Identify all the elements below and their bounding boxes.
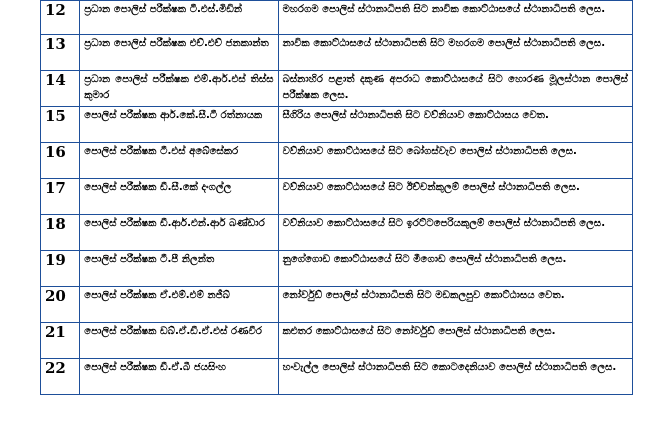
- officer-name-text: ප්‍රධාන පොලිස් පරීක්ෂක ටී.එස්.මිඩින්: [84, 4, 243, 15]
- transfer-details-text: වව්නියාව කොට්ඨාසයේ සිට ඊච්චන්කුලම් පොලිස් ස්ථානාධිපති ලෙස.: [282, 182, 580, 193]
- transfer-details-text: මහරගම පොලිස් ස්ථානාධිපති සිට නාවික කොට්ඨාසයේ ස්ථානාධිපති ලෙස.: [282, 4, 606, 15]
- officer-name-text: පොලිස් පරීක්ෂක ඩී.ඒ.බී ජයසිංහ: [84, 362, 226, 373]
- row-number: 12: [41, 1, 80, 35]
- table-row: [41, 107, 633, 143]
- transfer-details: [278, 215, 632, 251]
- row-number: 15: [41, 107, 80, 143]
- officer-name: [80, 251, 278, 287]
- transfer-details-text: නාවික කොට්ඨාසයේ ස්ථානාධිපති සිට මහරගම පොලිස් ස්ථානාධිපති ලෙස.: [282, 38, 606, 49]
- row-number: 18: [41, 215, 80, 251]
- officer-name-text: පොලිස් පරීක්ෂක ටී.පී නිලන්ත: [84, 254, 215, 265]
- transfer-table: [40, 0, 633, 395]
- transfer-details: [278, 251, 632, 287]
- transfer-details-text: වව්නියාව කොට්ඨාසයේ සිට ඉරට්ටපෙරියකුලම් පොලිස් ස්ථානාධිපති ලෙස.: [282, 218, 606, 229]
- officer-name-text: ප්‍රධාන පොලිස් පරීක්ෂක එච්.එච් ජනකාන්ත: [84, 38, 269, 49]
- officer-name: [80, 359, 278, 395]
- transfer-details-text: වව්නියාව කොට්ඨාසයේ සිට බෝගස්වැව පොලිස් ස්ථානාධිපති ලෙස.: [282, 146, 577, 157]
- officer-name: [80, 107, 278, 143]
- row-number: 16: [41, 143, 80, 179]
- transfer-details: [278, 143, 632, 179]
- table-row: [41, 71, 633, 107]
- officer-name-text: ප්‍රධාන පොලිස් පරීක්ෂක එම්.ආර්.එස් තිස්ස කුමාර: [84, 74, 274, 101]
- officer-name: [80, 287, 278, 323]
- row-number: 22: [41, 359, 80, 395]
- officer-name: [80, 323, 278, 359]
- officer-name: [80, 35, 278, 71]
- officer-name-text: පොලිස් පරීක්ෂක ඩී.ආර්.එන්.ආර් බණ්ඩාර: [84, 218, 265, 229]
- transfer-details: [278, 35, 632, 71]
- table-row: [41, 215, 633, 251]
- table-row: [41, 251, 633, 287]
- transfer-details: [278, 287, 632, 323]
- transfer-details-text: නුගේගොඩ කොට්ඨාසයේ සිට මීගොඩ පොලිස් ස්ථානාධිපති ලෙස.: [282, 254, 567, 265]
- table-row: [41, 1, 633, 35]
- table-row: [41, 179, 633, 215]
- officer-name-text: පොලිස් පරීක්ෂක ඩබ්.ඒ.ඩී.ඒ.එස් රණවීර: [84, 326, 263, 337]
- transfer-details-text: හංවැල්ල පොලිස් ස්ථානාධිපති සිට කොටදෙනියාව පොලිස් ස්ථානාධිපති ලෙස.: [282, 362, 617, 373]
- officer-name-text: පොලිස් පරීක්ෂක ආර්.කේ.සී.ටී රත්නායක: [84, 110, 263, 121]
- row-number: 20: [41, 287, 80, 323]
- transfer-details-text: බස්නාහිර පළාත් දකුණ අපරාධ කොට්ඨාසයේ සිට හොරණ මූලස්ථාන පොලිස් පරීක්ෂක ලෙස.: [282, 74, 628, 101]
- row-number: 17: [41, 179, 80, 215]
- officer-name: [80, 143, 278, 179]
- transfer-details: [278, 179, 632, 215]
- row-number: 14: [41, 71, 80, 107]
- transfer-details: [278, 359, 632, 395]
- table-row: [41, 359, 633, 395]
- table-row: [41, 35, 633, 71]
- row-number: 21: [41, 323, 80, 359]
- row-number: 19: [41, 251, 80, 287]
- table-row: [41, 323, 633, 359]
- transfer-details: [278, 323, 632, 359]
- transfer-details: [278, 1, 632, 35]
- officer-name-text: පොලිස් පරීක්ෂක ඩී.සී.කේ දංගල්ල: [84, 182, 232, 193]
- officer-name-text: පොලිස් පරීක්ෂක ඒ.එම්.එම් නජීබ්: [84, 290, 230, 301]
- transfer-details-text: කළුතර කොට්ඨාසයේ සිට නෝර්වුඩ් පොලිස් ස්ථානාධිපති ලෙස.: [282, 326, 556, 337]
- table-row: [41, 287, 633, 323]
- transfer-details-text: සීගිරිය පොලිස් ස්ථානාධිපති සිට වව්නියාව කොට්ඨාසය වෙත.: [282, 110, 549, 121]
- transfer-details: [278, 107, 632, 143]
- table-row: [41, 143, 633, 179]
- officer-name: [80, 1, 278, 35]
- row-number: 13: [41, 35, 80, 71]
- transfer-details-text: නෝර්වුඩ් පොලිස් ස්ථානාධිපති සිට මඩකලපුව කොට්ඨාසය වෙත.: [282, 290, 565, 301]
- transfer-details: [278, 71, 632, 107]
- officer-name-text: පොලිස් පරීක්ෂක ටී.එස් අබේසේකර: [84, 146, 239, 157]
- officer-name: [80, 215, 278, 251]
- officer-name: [80, 71, 278, 107]
- officer-name: [80, 179, 278, 215]
